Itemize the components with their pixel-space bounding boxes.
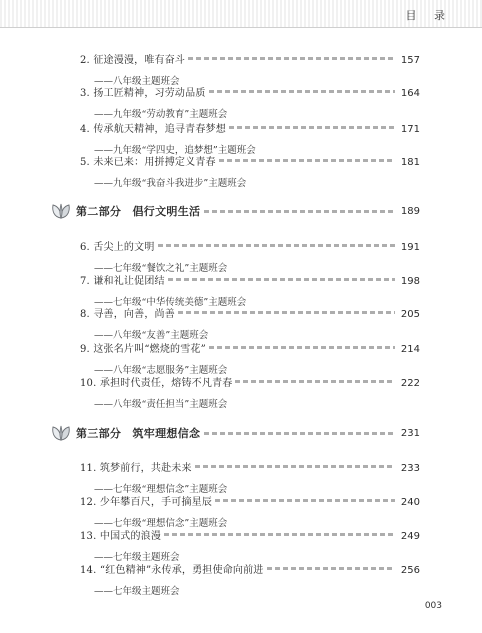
toc-entry xyxy=(80,153,420,189)
entry-title: 2. 征途漫漫，唯有奋斗 xyxy=(80,55,186,66)
toc-entry xyxy=(80,305,420,341)
dot-leader xyxy=(235,380,395,383)
entry-page: 222 xyxy=(400,378,420,389)
entry-title: 6. 舌尖上的文明 xyxy=(80,242,155,253)
entry-subtitle: ——八年级“责任担当”主题班会 xyxy=(94,399,228,410)
leaf-icon xyxy=(50,424,72,442)
section-page: 189 xyxy=(400,205,420,217)
entry-title: 14. “红色精神”永传承，勇担使命向前进 xyxy=(80,565,264,576)
toc-entry xyxy=(80,272,420,308)
dot-leader xyxy=(209,90,395,93)
dot-leader xyxy=(215,499,395,502)
entry-page: 171 xyxy=(400,124,420,135)
entry-subtitle: ——七年级主题班会 xyxy=(94,552,180,563)
entry-page: 249 xyxy=(400,531,420,542)
entry-title: 12. 少年攀百尺，手可摘星辰 xyxy=(80,497,213,508)
section-title: 第三部分 筑牢理想信念 xyxy=(76,427,201,440)
entry-title: 13. 中国式的浪漫 xyxy=(80,531,162,542)
section-heading xyxy=(50,201,420,221)
dot-leader xyxy=(204,210,395,213)
entry-page: 240 xyxy=(400,497,420,508)
header-rule xyxy=(0,27,482,28)
entry-page: 205 xyxy=(400,309,420,320)
entry-subtitle: ——七年级“中华传统美德”主题班会 xyxy=(94,297,247,308)
entry-subtitle: ——九年级“学四史，追梦想”主题班会 xyxy=(94,145,256,156)
dot-leader xyxy=(267,567,395,570)
entry-page: 198 xyxy=(400,276,420,287)
dot-leader xyxy=(188,57,395,60)
entry-title: 3. 扬工匠精神，习劳动品质 xyxy=(80,88,206,99)
entry-title: 7. 谦和礼让促团结 xyxy=(80,276,165,287)
toc-entry xyxy=(80,120,420,156)
entry-title: 9. 这张名片叫“燃烧的雪花” xyxy=(80,344,206,355)
leaf-icon xyxy=(50,202,72,220)
entry-title: 8. 寻善，向善，尚善 xyxy=(80,309,175,320)
toc-entry xyxy=(80,84,420,120)
section-page: 231 xyxy=(400,427,420,439)
toc-entry xyxy=(80,459,420,495)
entry-subtitle: ——七年级“理想信念”主题班会 xyxy=(94,518,228,529)
entry-subtitle: ——八年级“友善”主题班会 xyxy=(94,330,209,341)
entry-page: 214 xyxy=(400,344,420,355)
entry-title: 4. 传承航天精神，追寻青春梦想 xyxy=(80,124,226,135)
toc-entry xyxy=(80,238,420,274)
entry-page: 181 xyxy=(400,157,420,168)
dot-leader xyxy=(204,432,395,435)
entry-subtitle: ——八年级主题班会 xyxy=(94,76,180,87)
entry-subtitle: ——九年级“我奋斗我进步”主题班会 xyxy=(94,178,247,189)
dot-leader xyxy=(209,346,395,349)
dot-leader xyxy=(168,278,395,281)
dot-leader xyxy=(178,311,395,314)
toc-entry xyxy=(80,527,420,563)
entry-subtitle: ——七年级“理想信念”主题班会 xyxy=(94,484,228,495)
toc-entry xyxy=(80,561,420,597)
entry-subtitle: ——八年级“志愿服务”主题班会 xyxy=(94,365,228,376)
toc-entry xyxy=(80,374,420,410)
entry-page: 233 xyxy=(400,463,420,474)
toc-entry xyxy=(80,493,420,529)
dot-leader xyxy=(164,533,395,536)
dot-leader xyxy=(229,126,395,129)
entry-subtitle: ——九年级“劳动教育”主题班会 xyxy=(94,109,228,120)
entry-page: 164 xyxy=(400,88,420,99)
entry-title: 10. 承担时代责任，熔铸不凡青春 xyxy=(80,378,233,389)
header-title: 目 录 xyxy=(405,9,452,22)
dot-leader xyxy=(195,465,395,468)
entry-page: 157 xyxy=(400,55,420,66)
section-heading xyxy=(50,423,420,443)
entry-subtitle: ——七年级“餐饮之礼”主题班会 xyxy=(94,263,228,274)
entry-subtitle: ——七年级主题班会 xyxy=(94,586,180,597)
dot-leader xyxy=(158,244,395,247)
footer-page-number: 003 xyxy=(424,601,442,611)
toc-entry xyxy=(80,340,420,376)
entry-page: 256 xyxy=(400,565,420,576)
dot-leader xyxy=(219,159,395,162)
entry-title: 11. 筑梦前行，共赴未来 xyxy=(80,463,192,474)
section-title: 第二部分 倡行文明生活 xyxy=(76,205,201,218)
entry-title: 5. 未来已来：用拼搏定义青春 xyxy=(80,157,216,168)
toc-entry xyxy=(80,51,420,87)
entry-page: 191 xyxy=(400,242,420,253)
